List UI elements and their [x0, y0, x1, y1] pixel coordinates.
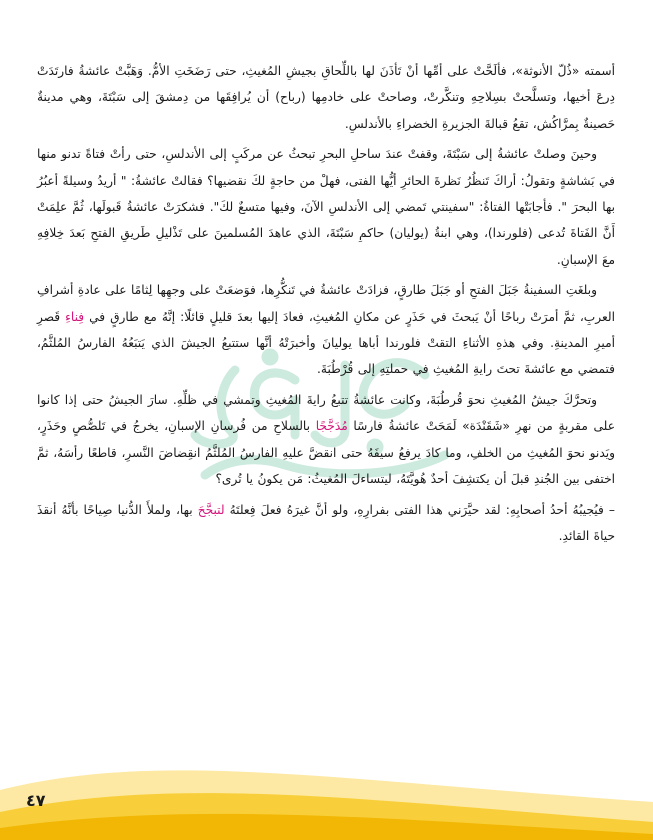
- paragraph-text: – فيُجيبُهُ أحدُ أصحابِهِ: لقد حيَّرَني هذا الفتى بفرارِهِ، ولو أنَّ غيرَهُ فعلَ فِعلتَهُ: [224, 502, 615, 517]
- highlighted-word: مُدَجَّجًا: [315, 419, 348, 434]
- page-number: ٤٧: [26, 791, 46, 810]
- paragraph-p1: [37, 58, 615, 137]
- highlighted-word: فِناءِ: [65, 309, 85, 324]
- paragraph-p2: [37, 141, 615, 273]
- paragraph-p4: [37, 387, 615, 493]
- paragraph-p3: [37, 277, 615, 383]
- paragraph-text: وحينَ وصلتْ عائشةُ إلى سَبْتَةَ، وقفتْ عندَ ساحلِ البحرِ تبحثُ عن مركَبٍ إلى الأندلسِ، حتى رأتْ فتاةً تدنو منها في بَشاشةٍ وتقولُ: أراكَ تَنظُرُ نَظرةَ الحائرِ أيُّها الفتى، فهلْ من حاجةٍ لكَ نقضيها؟ فقالتْ عائشةُ: " أريدُ وسيلةً أعبُرُ بها البحرَ ". فأجابَتْها الفتاةُ: "سفينتي تَمضي إلى الأندلسِ الآنَ، وفيها متسعٌ لكَ". فشكرَتْ عائشةُ قَبولَها، ثُمَّ علِمَتْ أَنَّ الفَتاةَ تُدعى (فلورندا)، وهي ابنةُ (يوليان) حاكمِ سَبْتَةَ، الذي عاهدَ المُسلمينَ على تَذْليلِ طَريقِ الفتحِ بَعدَ خِلافِهِ معَ الإسبانِ.: [37, 147, 615, 267]
- paragraph-text: أسمته «ذُلّ الأنوثة»، فألَحَّتْ على أمِّها أنْ تَأذَنَ لها باللِّحاقِ بجيشِ المُغيثِ، حتى رَضَخَتِ الأمُّ. وَهَبَّتْ عائشةُ فارتَدَتْ دِرعَ أخيها، وتسلَّحتْ بسِلاحِهِ وتنكَّرتْ، وصاحتْ على خادمِها (رباح) أن يُرافِقَها من دِمشقَ إلى سَبْتَةَ، وهي مدينةٌ حَصينةٌ بِمرَّاكُش، تقعُ قبالةَ الجزيرةِ الخضراءِ بالأندلسِ.: [37, 64, 615, 131]
- paragraph-text: بها، ولملأَ الدُّنيا صِياحًا بأنَّهُ أنقذَ حياةَ القائدِ.: [37, 502, 615, 543]
- paragraph-text: قَصرِ أميرِ المدينةِ. وفي هذهِ الأثناءِ التقتْ فلورندا أباها يوليانَ وأخبرَتْهُ أنَّها ستتبعُ الجيشَ الذي يَتبَعُهُ الفارسُ المُلثَّمُ، فتمضي مع عائشةَ تحتَ رايةِ المُغيثِ في حملتِهِ إلى قُرْطُبَةَ.: [37, 309, 615, 377]
- story-text: [37, 58, 615, 553]
- paragraph-text: بالسلاحِ من فُرسانِ الإسبانِ، يخرجُ في تَلصُّصٍ وحَذَرٍ، ويَدنو نحوَ المُغيثِ من الخلفِ، وما كادَ يرفعُ سيفَهُ حتى انقضَّ عليهِ الفارسُ المُلثَّمُ انقِضاضَ النَّسرِ، قاطعًا رأسَهُ، ثمَّ اختفى بين الجُندِ قبلَ أن يكتشِفَ أحدٌ هُويَّتَهُ، ليتساءلَ المُغيثُ: مَن يكونُ يا تُرى؟: [37, 419, 615, 487]
- highlighted-word: لتبجَّحَ: [197, 502, 225, 517]
- footer-decoration: [0, 730, 653, 840]
- paragraph-p5: [37, 497, 615, 550]
- paragraph-text: وتحرَّكَ جيشُ المُغيثِ نحوَ قُرطُبَةَ، وكانت عائشةُ تتبعُ رايةَ المُغيثِ وتمشي في ظلِّهِ. سارَ الجيشُ حتى إذا كانوا على مقربةٍ من نهرِ «شَقَنْدَة» لَمَحَتْ عائشةُ فارسًا: [37, 392, 615, 434]
- paragraph-text: وبلغَتِ السفينةُ جَبَلَ الفتحِ أو جَبَلَ طارقٍ، فزادَتْ عائشةُ في تَنكُّرِها، فوَضعَتْ على وجهِها لِثامًا على عادةِ أشرافِ العربِ، ثمَّ أمرَتْ رباحًا أنْ يَبحثَ في حَذَرٍ عن مكانِ المُغيثِ، فعادَ إليها بعدَ قليلٍ قائلًا: إنَّهُ مع طارقٍ في: [37, 283, 615, 324]
